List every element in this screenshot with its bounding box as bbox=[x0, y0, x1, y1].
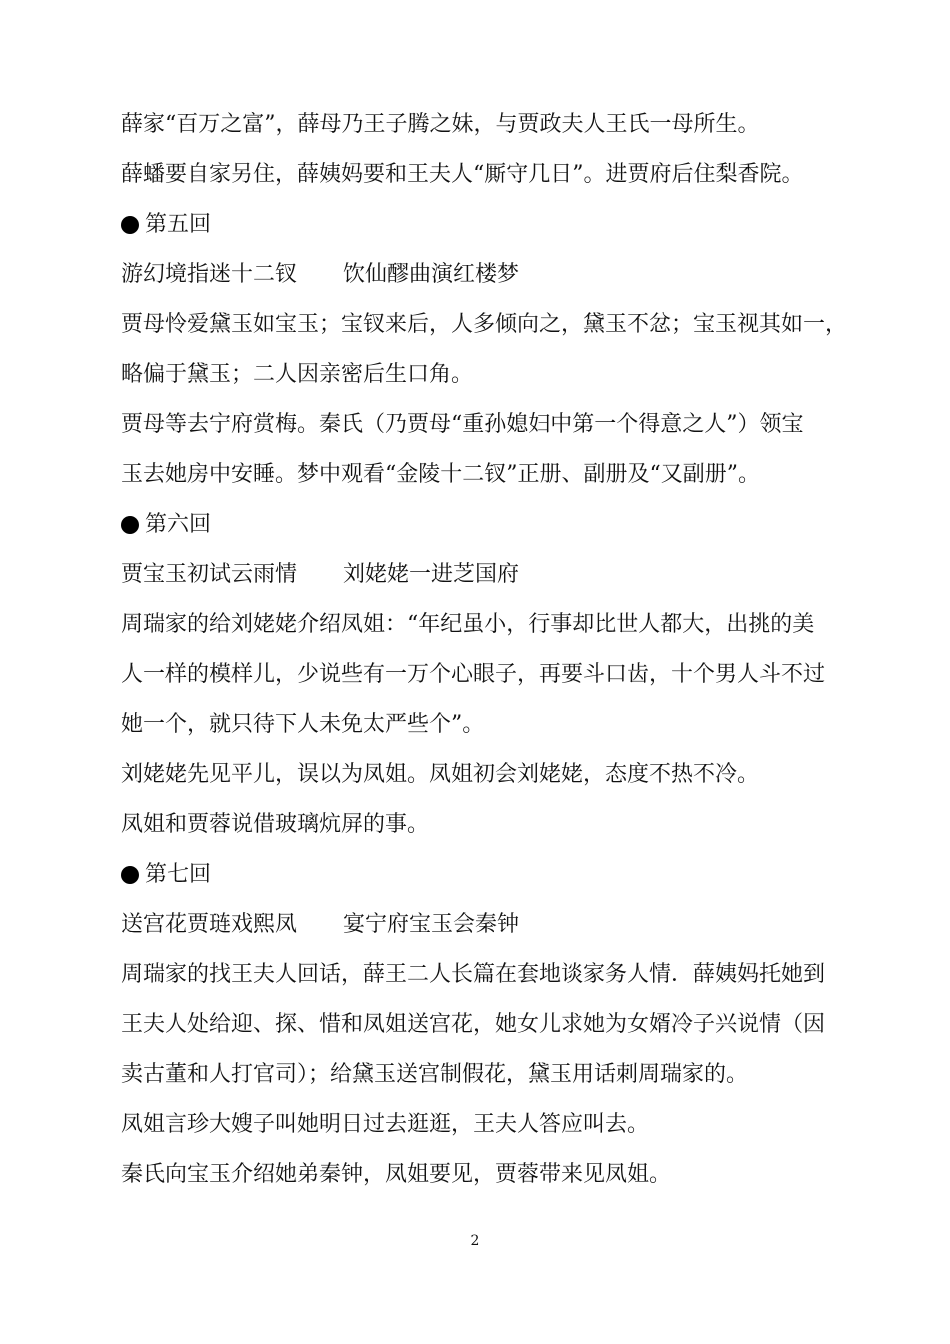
paragraph-line: 凤姐言珍大嫂子叫她明日过去逛逛，王夫人答应叫去。 bbox=[121, 1112, 650, 1137]
chapter-title-first: 贾宝玉初试云雨情 bbox=[121, 562, 298, 587]
chapter-title-first: 游幻境指迷十二钗 bbox=[121, 262, 298, 287]
chapter-heading bbox=[121, 850, 861, 900]
chapter-title-second: 饮仙醪曲演红楼梦 bbox=[343, 262, 520, 287]
document-body bbox=[121, 100, 861, 1200]
paragraph-line: 卖古董和人打官司）；给黛玉送宫制假花，黛玉用话刺周瑞家的。 bbox=[121, 1062, 749, 1087]
paragraph-line: 贾母怜爱黛玉如宝玉；宝钗来后，人多倾向之，黛玉不忿；宝玉视其如一， bbox=[121, 312, 848, 337]
paragraph-line: 玉去她房中安睡。梦中观看“金陵十二钗”正册、副册及“又副册”。 bbox=[121, 462, 760, 487]
chapter-heading bbox=[121, 200, 861, 250]
paragraph-line: 她一个，就只待下人未免太严些个”。 bbox=[121, 712, 485, 737]
paragraph-line: 刘姥姥先见平儿，误以为凤姐。凤姐初会刘姥姥，态度不热不冷。 bbox=[121, 762, 760, 787]
chapter-title-second: 宴宁府宝玉会秦钟 bbox=[343, 912, 520, 937]
chapter-title-second: 刘姥姥一进芝国府 bbox=[343, 562, 520, 587]
paragraph-line: 略偏于黛玉；二人因亲密后生口角。 bbox=[121, 362, 474, 387]
paragraph-line: 王夫人处给迎、探、惜和凤姐送宫花，她女儿求她为女婿冷子兴说情（因 bbox=[121, 1012, 826, 1037]
paragraph-line: 凤姐和贾蓉说借玻璃炕屏的事。 bbox=[121, 812, 430, 837]
chapter-heading-text: 第六回 bbox=[145, 512, 212, 537]
paragraph-line: 秦氏向宝玉介绍她弟秦钟，凤姐要见，贾蓉带来见凤姐。 bbox=[121, 1162, 672, 1187]
chapter-heading bbox=[121, 500, 861, 550]
page-number: 2 bbox=[470, 1233, 480, 1249]
paragraph-line: 人一样的模样儿，少说些有一万个心眼子，再要斗口齿，十个男人斗不过 bbox=[121, 662, 826, 687]
bullet-icon bbox=[121, 216, 139, 234]
chapter-heading-text: 第五回 bbox=[145, 212, 212, 237]
paragraph-line: 贾母等去宁府赏梅。秦氏（乃贾母“重孙媳妇中第一个得意之人”）领宝 bbox=[121, 412, 804, 437]
bullet-icon bbox=[121, 866, 139, 884]
chapter-title bbox=[121, 550, 861, 600]
chapter-title-first: 送宫花贾琏戏熙凤 bbox=[121, 912, 298, 937]
paragraph-line: 薛家“百万之富”，薛母乃王子腾之妹，与贾政夫人王氏一母所生。 bbox=[121, 112, 760, 137]
chapter-title bbox=[121, 250, 861, 300]
paragraph-line: 周瑞家的给刘姥姥介绍凤姐：“年纪虽小，行事却比世人都大，出挑的美 bbox=[121, 612, 815, 637]
chapter-heading-text: 第七回 bbox=[145, 862, 212, 887]
paragraph-line: 薛蟠要自家另住，薛姨妈要和王夫人“厮守几日”。进贾府后住梨香院。 bbox=[121, 162, 804, 187]
paragraph-line: 周瑞家的找王夫人回话，薛王二人长篇在套地谈家务人情．薛姨妈托她到 bbox=[121, 962, 826, 987]
chapter-title bbox=[121, 900, 861, 950]
bullet-icon bbox=[121, 516, 139, 534]
